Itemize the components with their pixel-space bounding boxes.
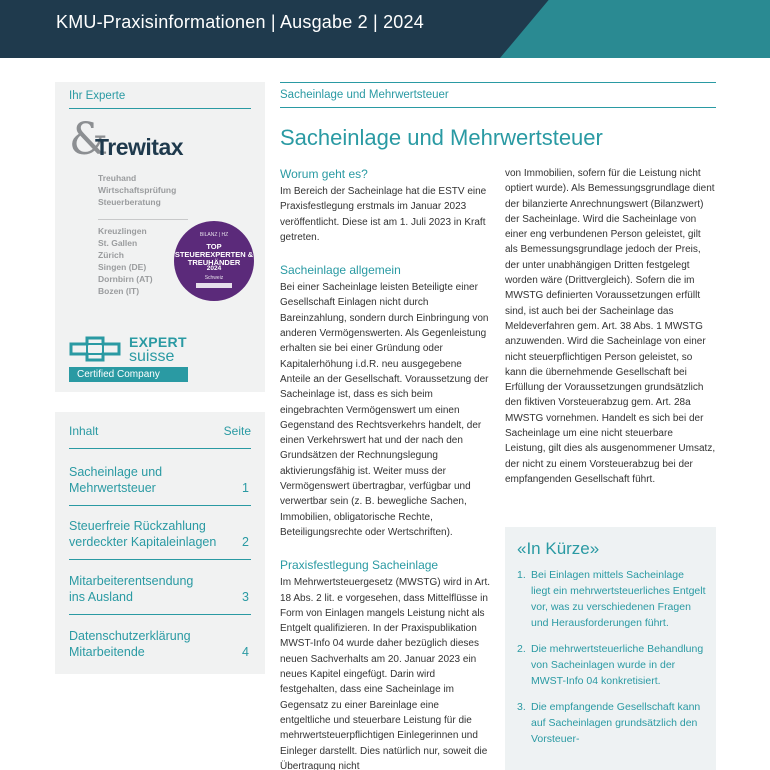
toc-item-line: verdeckter Kapitaleinlagen <box>69 535 217 549</box>
toc-item-line: Mitarbeitende <box>69 645 145 659</box>
subheading: Praxisfestlegung Sacheinlage <box>280 558 439 573</box>
summary-item-text: Bei Einlagen mittels Sacheinlage liegt ein mehrwertsteuerliches Entgelt vor, was zu verschiedenen Fragen und Herausforderungen führt. <box>531 569 706 629</box>
article-column-1 <box>280 166 492 770</box>
toc-item-page: 4 <box>242 645 249 659</box>
toc-item-rueckzahlung[interactable] <box>69 518 251 550</box>
summary-item: 3. Die empfangende Gesellschaft kann auf Sacheinlagen grundsätzlich den Vorsteuer- <box>517 701 701 745</box>
location-item: Singen (DE) <box>98 262 147 272</box>
toc-item-line: Mitarbeiterentsendung <box>69 574 194 588</box>
summary-item: 2. Die mehrwertsteuerliche Behandlung von Sacheinlagen wurde in der MWST-Info 04 konkretisiert. <box>517 643 704 687</box>
badge-main: TOP STEUEREXPERTEN & TREUHÄNDER <box>174 242 254 267</box>
summary-item: 1. Bei Einlagen mittels Sacheinlage liegt ein mehrwertsteuerliches Entgelt vor, was zu verschiedenen Fragen und Herausforderungen führt. <box>517 569 706 629</box>
badge-top: BILANZ | HZ <box>199 232 229 238</box>
logo-ampersand: & <box>69 114 109 165</box>
expertsuisse-mark-icon <box>69 336 123 362</box>
toc-item-page: 1 <box>242 481 249 495</box>
divider <box>98 219 188 220</box>
badge-country: Schweiz <box>204 275 224 281</box>
expert-heading: Ihr Experte <box>69 90 126 102</box>
paragraph: Bei einer Sacheinlage leisten Beteiligte einer Gesellschaft Einlagen nicht durch Bareinzahlung, sondern durch Einbringung von anderen Vermögenswerten. Als Gegenleistung erhalten sie bei einer Gründung oder Kapitalerhöhung i.d.R. neu ausgegebene Anteile an der Gesellschaft. Voraussetzung der Sacheinlage ist, dass es sich beim eingebrachten Vermögenswert um einen Gegenstand des Rechtsverkehrs handelt, der einen Verkehrswert hat und der nach den Grundsätzen der Rechnungslegung aktivierungsfähig ist. Weiter muss der Vermögenswert übertragbar, verfügbar und verwertbar sein (z. B. bewegliche Sachen, Immobilien, obligatorische Rechte, Beteiligungsrechte oder Wertschriften). <box>280 282 489 538</box>
divider <box>280 107 716 108</box>
divider <box>280 82 716 83</box>
toc-item-line: Datenschutzerklärung <box>69 629 191 643</box>
toc-item-datenschutz[interactable] <box>69 628 251 660</box>
paragraph: Im Mehrwertsteuergesetz (MWSTG) wird in Art. 18 Abs. 2 lit. e vorgesehen, dass Mittelflüsse in Form von Einlagen mangels Leistung nicht als Entgelt qualifizieren. In der Praxispublikation MWST-Info 04 wurde daher bezüglich dieses neuen Sachverhalts am 20. Januar 2023 ein neues Kapitel eingefügt. Darin wird festgehalten, dass eine Sacheinlage im Gegensatz zu einer Bareinlage eine entgeltliche und steuerbare Leistung für die mehrwertsteuerpflichtigen Einlegerinnen und Einleger darstellt. Dies natürlich nur, soweit die Übertragung nicht <box>280 577 491 770</box>
suisse-word: suisse <box>129 348 175 365</box>
divider <box>69 614 251 615</box>
section-label: Sacheinlage und Mehrwertsteuer <box>280 89 449 101</box>
subheading: Worum geht es? <box>280 167 368 181</box>
service-item: Treuhand <box>98 173 137 183</box>
service-item: Wirtschaftsprüfung <box>98 185 177 195</box>
toc-item-page: 3 <box>242 590 249 604</box>
table-of-contents <box>55 412 265 674</box>
header-banner <box>0 0 770 58</box>
expertsuisse-logo[interactable] <box>69 334 189 384</box>
divider <box>69 448 251 449</box>
toc-item-line: Mehrwertsteuer <box>69 481 156 495</box>
services-list <box>98 172 176 208</box>
paragraph: Im Bereich der Sacheinlage hat die ESTV eine Praxisfestlegung erstmals im Januar 2023 veröffentlicht. Diese ist am 1. Juli 2023 in Kraft getreten. <box>280 186 487 243</box>
summary-title: «In Kürze» <box>517 539 600 558</box>
location-item: Kreuzlingen <box>98 226 147 236</box>
toc-item-page: 2 <box>242 535 249 549</box>
summary-item-text: Die mehrwertsteuerliche Behandlung von Sacheinlagen wurde in der MWST-Info 04 konkretisiert. <box>531 643 704 687</box>
location-item: Bozen (IT) <box>98 286 140 296</box>
banner-accent <box>500 0 770 58</box>
badge-strip <box>196 283 232 288</box>
toc-item-entsendung[interactable] <box>69 573 251 605</box>
summary-item-text: Die empfangende Gesellschaft kann auf Sacheinlagen grundsätzlich den Vorsteuer- <box>531 701 701 745</box>
badge-year: 2024 <box>206 265 222 272</box>
article-column-2 <box>505 166 716 504</box>
locations-list <box>98 225 153 297</box>
expert-word: EXPERT <box>129 334 187 350</box>
toc-item-line: Sacheinlage und <box>69 465 163 479</box>
toc-header <box>69 424 251 438</box>
summary-list <box>517 567 706 757</box>
toc-item-sacheinlage[interactable] <box>69 464 251 496</box>
paragraph: von Immobilien, sofern für die Leistung nicht optiert wurde). Als Bemessungsgrundlage dient der bilanzierte Anrechnungswert (Bilanzwert) der Sacheinlage. Wird die Sacheinlage von einer eng verbundenen Person geleistet, gilt als Bemessungsgrundlage jedoch der Preis, der unter unabhängigen Dritten festgelegt worden wäre (Drittvergleich). Sofern die im MWSTG definierten Voraussetzungen erfüllt sind, ist auch bei der Sacheinlage das Meldeverfahren gem. Art. 38 Abs. 1 MWSTG anzuwenden. Wird die Sacheinlage von einer nicht steuerpflichtigen Person geleistet, so kann die übernehmende Gesellschaft bei Erfüllung der Voraussetzungen grundsätzlich den fiktiven Vorsteuerabzug gem. Art. 28a MWSTG vornehmen. Handelt es sich bei der Sacheinlage um eine nicht steuerbare Leistung, gilt dies als ausgenommener Umsatz, der nicht zu einem Vorsteuerabzug bei der empfangenden Gesellschaft führt. <box>505 168 716 485</box>
subheading: Sacheinlage allgemein <box>280 263 401 278</box>
expert-panel <box>55 82 265 392</box>
toc-page-label: Seite <box>223 424 251 438</box>
service-item: Steuerberatung <box>98 197 161 207</box>
location-item: St. Gallen <box>98 238 138 248</box>
divider <box>69 108 251 109</box>
toc-item-line: Steuerfreie Rückzahlung <box>69 519 206 533</box>
article-title: Sacheinlage und Mehrwertsteuer <box>280 125 603 150</box>
certified-label: Certified Company <box>69 367 188 382</box>
toc-heading: Inhalt <box>69 424 99 438</box>
toc-item-line: ins Ausland <box>69 590 133 604</box>
location-item: Zürich <box>98 250 124 260</box>
location-item: Dornbirn (AT) <box>98 274 153 284</box>
top-experts-badge <box>174 221 254 301</box>
summary-box <box>505 527 716 770</box>
divider <box>69 559 251 560</box>
logo-brand: Trewitax <box>95 134 184 160</box>
divider <box>69 505 251 506</box>
page-header-title: KMU-Praxisinformationen | Ausgabe 2 | 2024 <box>56 12 424 32</box>
trewitax-logo[interactable] <box>69 114 249 170</box>
